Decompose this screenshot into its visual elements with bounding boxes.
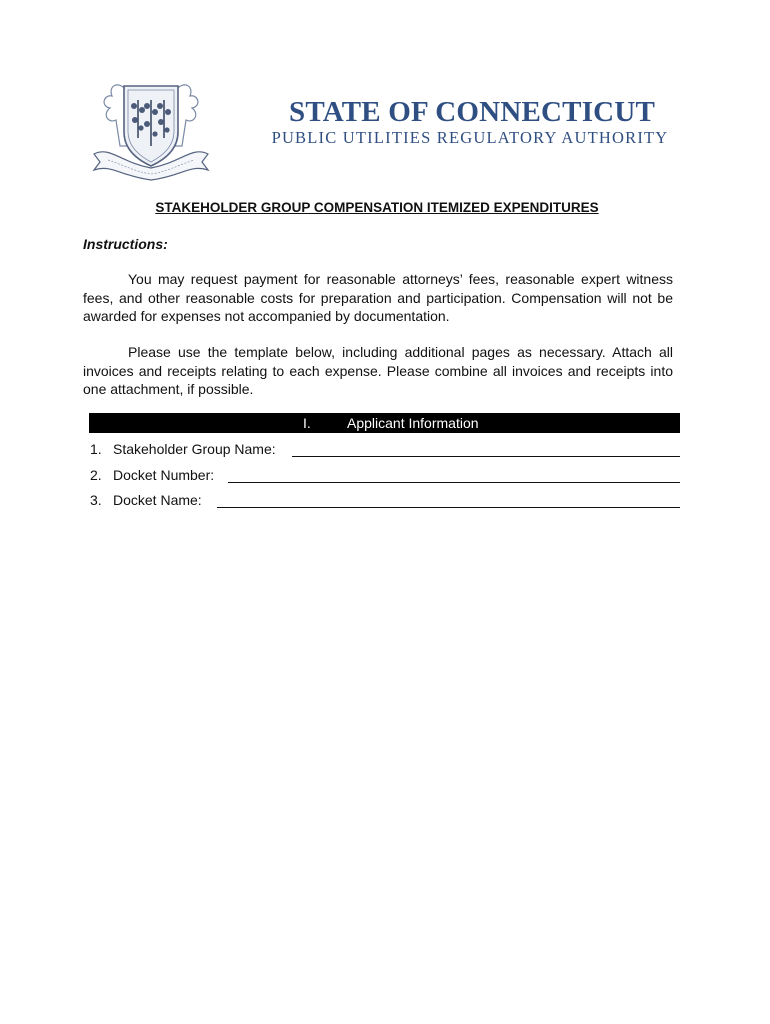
stakeholder-group-name-input[interactable] [292, 456, 680, 457]
docket-number-field [90, 467, 680, 487]
section-label: Applicant Information [347, 415, 479, 431]
field-number: 1. [90, 441, 102, 457]
field-number: 3. [90, 492, 102, 508]
document-title: STAKEHOLDER GROUP COMPENSATION ITEMIZED EXPENDITURES [155, 200, 599, 215]
section-number: I. [303, 415, 311, 431]
docket-number-input[interactable] [228, 482, 680, 483]
instructions-label: Instructions: [83, 236, 168, 252]
field-label: Docket Name: [113, 492, 202, 508]
agency-name: PUBLIC UTILITIES REGULATORY AUTHORITY [271, 128, 669, 147]
stakeholder-group-name-field [90, 441, 680, 461]
docket-name-field [90, 492, 680, 512]
field-number: 2. [90, 467, 102, 483]
instructions-paragraph-1: You may request payment for reasonable attorneys’ fees, reasonable expert witness fees, and other reasonable costs for preparation and participation. Compensation will not be awarded for expenses not accompanied by documentation. [83, 271, 673, 324]
agency-state-title: STATE OF CONNECTICUT [288, 96, 656, 128]
state-seal-icon [90, 76, 212, 184]
field-label: Docket Number: [113, 467, 215, 483]
docket-name-input[interactable] [217, 507, 680, 508]
section-header-applicant-information [89, 413, 680, 433]
instructions-paragraph-2: Please use the template below, including additional pages as necessary. Attach all invoices and receipts relating to each expense. Please combine all invoices and receipts into one attachment, if possible. [83, 344, 673, 397]
field-label: Stakeholder Group Name: [113, 441, 276, 457]
